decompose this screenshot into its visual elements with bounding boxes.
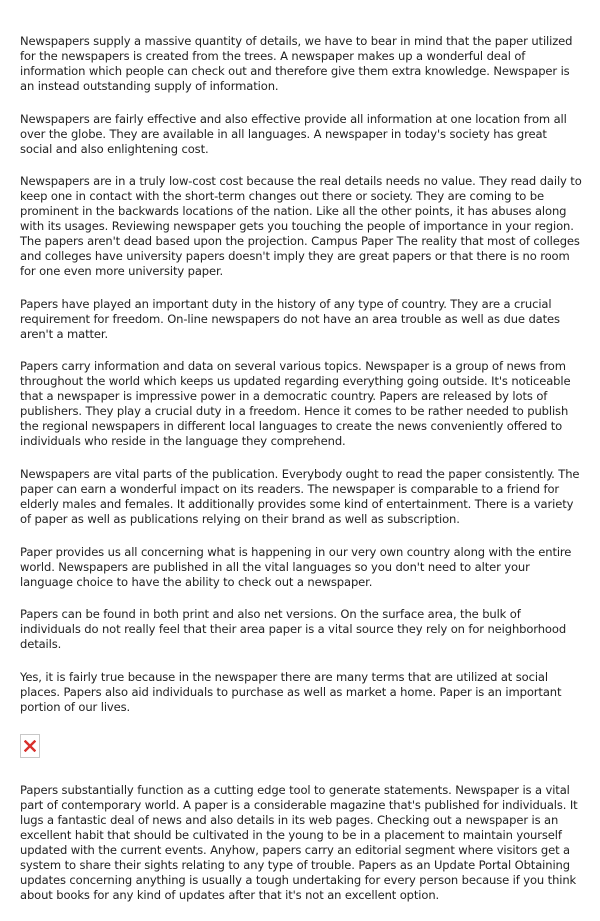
broken-image-icon <box>20 734 40 758</box>
article-body <box>20 34 582 921</box>
paragraph: Newspapers supply a massive quantity of details, we have to bear in mind that the paper utilized for the newspapers is created from the trees. A newspaper makes up a wonderful deal of information which people can check out and therefore give them extra knowledge. Newspaper is an instead outstanding supply of information. <box>20 34 573 93</box>
inline-image-container <box>20 732 582 760</box>
paragraph: Papers have played an important duty in the history of any type of country. They are a crucial requirement for freedom. On-line newspapers do not have an area trouble as well as due dates aren't a matter. <box>20 296 560 341</box>
paragraph: Newspapers are vital parts of the publication. Everybody ought to read the paper consistently. The paper can earn a wonderful impact on its readers. The newspaper is comparable to a friend for elderly males and females. It additionally provides some kind of entertainment. There is a variety of paper as well as publications relying on their brand as well as subscription. <box>20 466 580 526</box>
paragraph: Yes, it is fairly true because in the newspaper there are many terms that are utilized at social places. Papers also aid individuals to purchase as well as market a home. Paper is an important portion of our lives. <box>20 669 562 714</box>
paragraph: Newspapers are fairly effective and also effective provide all information at one location from all over the globe. They are available in all languages. A newspaper in today's society has great social and also enlightening cost. <box>20 111 567 156</box>
paragraph: Papers carry information and data on several various topics. Newspaper is a group of news from throughout the world which keeps us updated regarding everything going outside. It's noticeable that a newspaper is impressive power in a democratic country. Papers are released by lots of publishers. They play a crucial duty in a freedom. Hence it comes to be rather needed to publish the regional newspapers in different local languages to create the news conveniently offered to individuals who reside in the language they comprehend. <box>20 359 571 449</box>
paragraph: Papers substantially function as a cutting edge tool to generate statements. Newspaper is a vital part of contemporary world. A paper is a considerable magazine that's published for individuals. It lugs a fantastic deal of news and also details in its web pages. Checking out a newspaper is an excellent habit that should be cultivated in the young to be in a placement to maintain yourself updated with the current events. Anyhow, papers carry an editorial segment where visitors get a system to share their sights relating to any type of trouble. Papers as an Update Portal Obtaining updates concerning anything is usually a tough undertaking for every person because if you think about books for any kind of updates after that it's not an excellent option. <box>20 783 578 903</box>
paragraph: Newspapers are in a truly low-cost cost because the real details needs no value. They read daily to keep one in contact with the short-term changes out there or society. They are coming to be prominent in the backwards locations of the nation. Like all the other points, it has abuses along with its usages. Reviewing newspaper gets you touching the people of importance in your region. The papers aren't dead based upon the projection. Campus Paper The reality that most of colleges and colleges have university papers doesn't imply they are great papers or that there is no room for one even more university paper. <box>20 174 582 279</box>
paragraph: Papers can be found in both print and also net versions. On the surface area, the bulk of individuals do not really feel that their area paper is a vital source they rely on for neighborhood details. <box>20 607 567 652</box>
paragraph: Paper provides us all concerning what is happening in our very own country along with the entire world. Newspapers are published in all the vital languages so you don't need to alter your language choice to have the ability to check out a newspaper. <box>20 544 572 589</box>
close-x-icon <box>24 740 36 752</box>
